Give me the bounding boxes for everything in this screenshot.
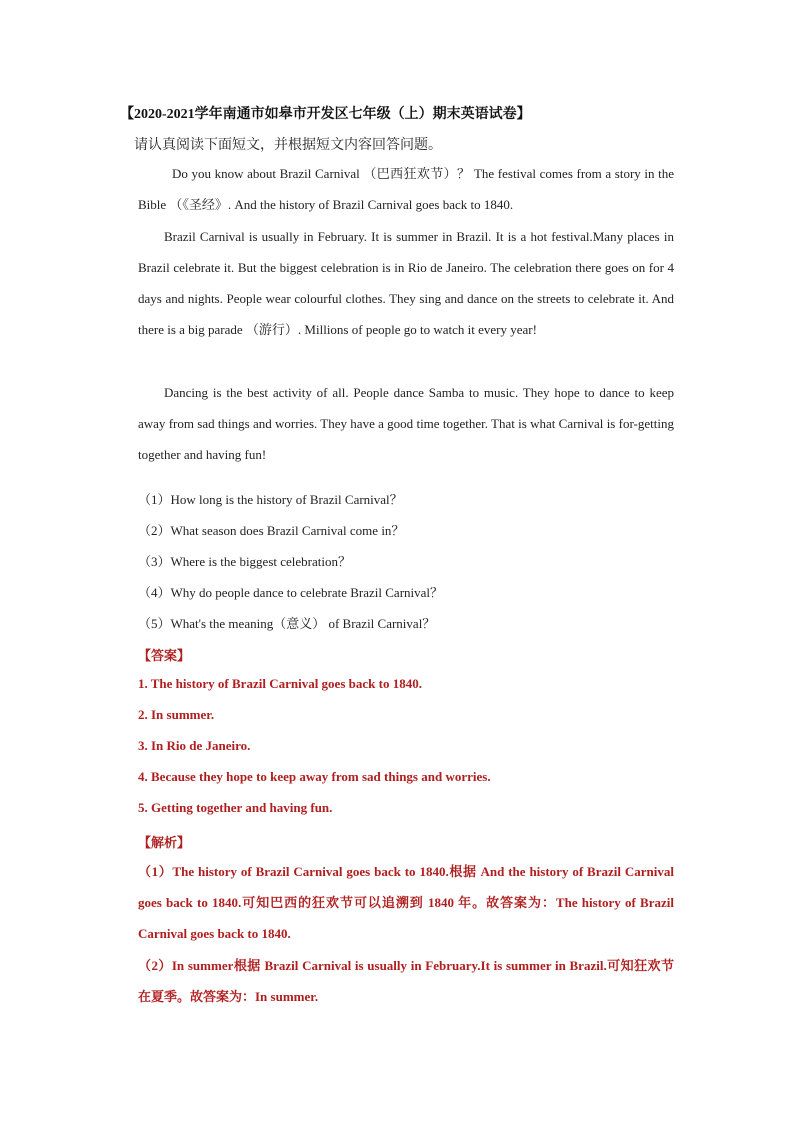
answer-1: 1. The history of Brazil Carnival goes back to 1840. [138, 676, 422, 691]
passage-paragraph-3: Dancing is the best activity of all. People dance Samba to music. They hope to dance to keep away from sad things and worries. They have a good time together. That is what Carnival is for-getting together and having fun! [138, 385, 674, 462]
exam-title: 【2020-2021学年南通市如皋市开发区七年级（上）期末英语试卷】 [120, 107, 531, 122]
analysis-label: 【解析】 [138, 835, 191, 850]
instruction-text: 请认真阅读下面短文，并根据短文内容回答问题。 [134, 138, 442, 153]
question-5: （5）What's the meaning（意义） of Brazil Carnival？ [138, 616, 436, 631]
analysis-1: （1）The history of Brazil Carnival goes back to 1840.根据 And the history of Brazil Carnival goes back to 1840.可知巴西的狂欢节可以追溯到 1840 年。故答案为：The history of Brazil Carnival goes back to 1840. [138, 864, 674, 941]
answer-4: 4. Because they hope to keep away from sad things and worries. [138, 769, 491, 784]
passage-paragraph-1: Do you know about Brazil Carnival （巴西狂欢节）？ The festival comes from a story in the Bible （《圣经》. And the history of Brazil Carnival goes back to 1840. [138, 166, 674, 212]
answer-2: 2. In summer. [138, 707, 215, 722]
question-3: （3）Where is the biggest celebration？ [138, 554, 351, 569]
question-2: （2）What season does Brazil Carnival come in？ [138, 523, 405, 538]
answer-5: 5. Getting together and having fun. [138, 800, 333, 815]
passage-paragraph-2: Brazil Carnival is usually in February. It is summer in Brazil. It is a hot festival.Many places in Brazil celebrate it. But the biggest celebration is in Rio de Janeiro. The celebration there goes on for 4 days and nights. People wear colourful clothes. They sing and dance on the streets to celebrate it. And there is a big parade （游行）. Millions of people go to watch it every year! [138, 229, 674, 337]
question-1: （1）How long is the history of Brazil Carnival？ [138, 492, 403, 507]
analysis-2: （2）In summer根据 Brazil Carnival is usually in February.It is summer in Brazil.可知狂欢节在夏季。故答案为：In summer. [138, 958, 674, 1004]
answer-3: 3. In Rio de Janeiro. [138, 738, 251, 753]
question-4: （4）Why do people dance to celebrate Brazil Carnival？ [138, 585, 444, 600]
answer-label: 【答案】 [138, 648, 191, 663]
